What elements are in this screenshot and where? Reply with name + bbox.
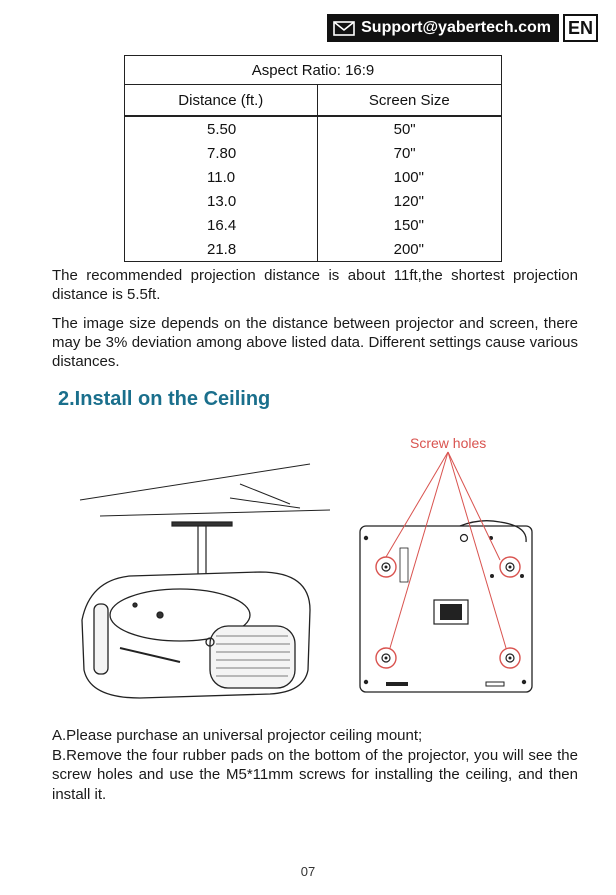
table-row — [125, 141, 502, 165]
distance-cell: 16.4 — [125, 213, 318, 237]
distance-cell: 13.0 — [125, 189, 318, 213]
envelope-icon — [333, 21, 355, 36]
instruction-b: B.Remove the four rubber pads on the bottom of the projector, you will see the screw holes and use the M5*11mm screws for installing the ceiling, and then install it. — [52, 746, 578, 803]
screen-cell: 70" — [317, 141, 501, 165]
ceiling-lines — [80, 464, 330, 516]
section-title: 2.Install on the Ceiling — [58, 388, 271, 410]
instruction-a: A.Please purchase an universal projector ceiling mount; — [52, 727, 423, 744]
screen-cell: 200" — [317, 237, 501, 262]
support-email[interactable]: Support@yabertech.com — [361, 19, 551, 36]
distance-cell: 11.0 — [125, 165, 318, 189]
ceiling-mount-illustration — [60, 430, 590, 710]
table-header-screen: Screen Size — [317, 85, 501, 117]
table-row — [125, 213, 502, 237]
screen-cell: 150" — [317, 213, 501, 237]
support-header — [327, 14, 598, 42]
page-number: 07 — [300, 864, 316, 879]
table-header-distance: Distance (ft.) — [125, 85, 318, 117]
projector-bottom-view — [360, 435, 532, 692]
support-email-badge[interactable] — [327, 14, 559, 42]
distance-cell: 21.8 — [125, 237, 318, 262]
screw-holes-label: Screw holes — [410, 435, 487, 451]
table-row — [125, 165, 502, 189]
projector-icon — [82, 572, 310, 698]
table-row — [125, 237, 502, 262]
table-caption: Aspect Ratio: 16:9 — [125, 56, 502, 85]
distance-table — [124, 55, 502, 262]
table-row — [125, 189, 502, 213]
screen-cell: 120" — [317, 189, 501, 213]
instructions — [52, 726, 578, 804]
screen-cell: 100" — [317, 165, 501, 189]
table-row — [125, 116, 502, 141]
image-size-paragraph: The image size depends on the distance between projector and screen, there may be 3% deviation among above listed data. Different settings cause various distances. — [52, 315, 578, 370]
language-badge: EN — [563, 14, 598, 42]
projection-distance-paragraph: The recommended projection distance is about 11ft,the shortest projection distance is 5.5ft. — [52, 267, 578, 303]
distance-cell: 7.80 — [125, 141, 318, 165]
screen-cell: 50" — [317, 116, 501, 141]
distance-cell: 5.50 — [125, 116, 318, 141]
